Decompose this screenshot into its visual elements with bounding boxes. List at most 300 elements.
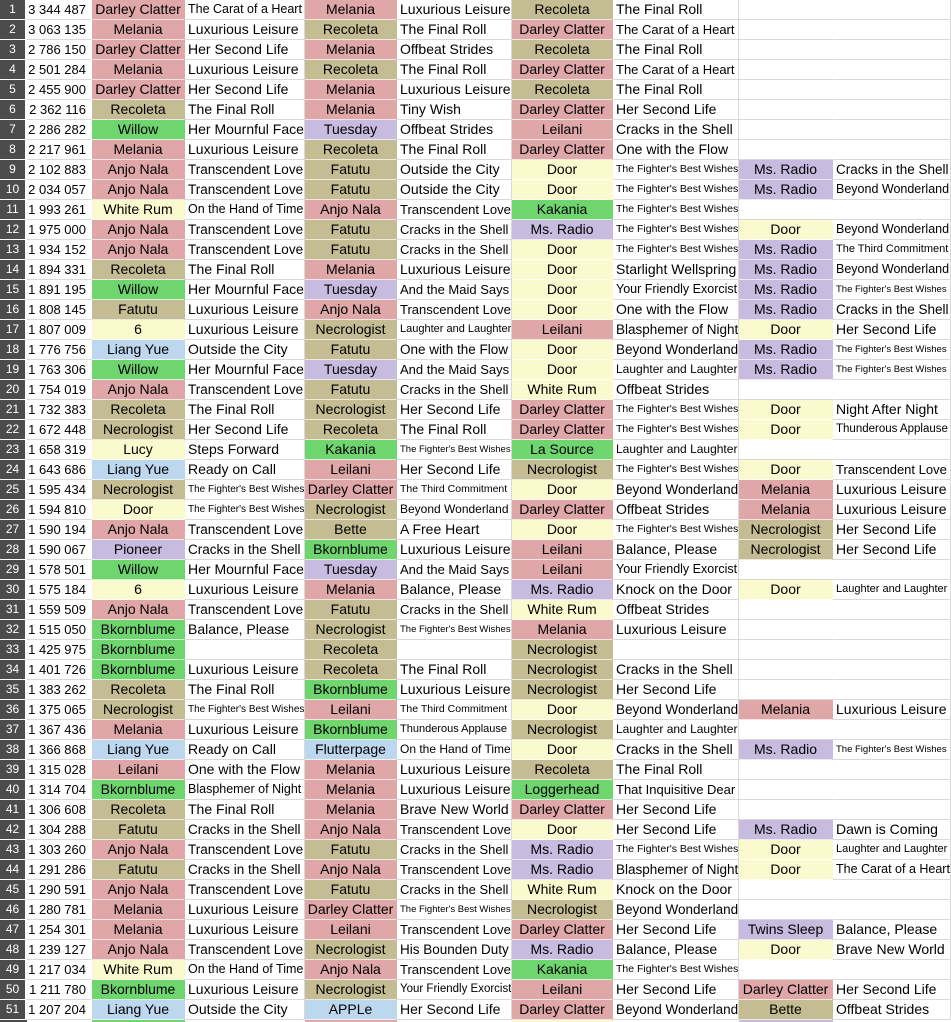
row-header-cell[interactable]: 39 — [0, 760, 27, 780]
artist-cell[interactable]: Necrologist — [305, 620, 397, 640]
artist-cell[interactable]: Anjo Nala — [92, 160, 185, 180]
artist-cell[interactable]: Fatutu — [92, 820, 185, 840]
row-header-cell[interactable]: 36 — [0, 700, 27, 720]
artist-cell[interactable]: Ms. Radio — [512, 860, 613, 880]
value-cell[interactable]: 1 732 383 — [27, 400, 92, 420]
artist-cell[interactable]: APPLe — [305, 1000, 397, 1020]
title-cell[interactable]: Cracks in the Shell — [613, 740, 739, 760]
artist-cell[interactable]: Darley Clatter — [512, 500, 613, 520]
artist-cell[interactable] — [739, 100, 833, 120]
title-cell[interactable]: Laughter and Laughter — [833, 840, 951, 860]
value-cell[interactable]: 2 034 057 — [27, 180, 92, 200]
value-cell[interactable]: 1 763 306 — [27, 360, 92, 380]
value-cell[interactable]: 1 891 195 — [27, 280, 92, 300]
title-cell[interactable]: The Final Roll — [613, 760, 739, 780]
title-cell[interactable]: Beyond Wonderland — [613, 480, 739, 500]
title-cell[interactable]: Cracks in the Shell — [397, 240, 512, 260]
title-cell[interactable]: Transcendent Love — [397, 820, 512, 840]
title-cell[interactable]: Offbeat Strides — [397, 40, 512, 60]
artist-cell[interactable]: Fatutu — [305, 240, 397, 260]
artist-cell[interactable]: Anjo Nala — [92, 520, 185, 540]
artist-cell[interactable]: Recoleta — [305, 640, 397, 660]
title-cell[interactable]: Laughter and Laughter — [613, 360, 739, 380]
artist-cell[interactable]: Willow — [92, 120, 185, 140]
title-cell[interactable] — [833, 60, 951, 80]
row-header-cell[interactable]: 13 — [0, 240, 27, 260]
artist-cell[interactable]: La Source — [512, 440, 613, 460]
artist-cell[interactable]: Bkornblume — [305, 680, 397, 700]
title-cell[interactable]: Your Friendly Exorcist — [613, 280, 739, 300]
title-cell[interactable]: Offbeat Strides — [833, 1000, 951, 1020]
title-cell[interactable]: The Carat of a Heart — [833, 860, 951, 880]
title-cell[interactable]: Her Mournful Face — [185, 280, 305, 300]
title-cell[interactable]: Brave New World — [397, 800, 512, 820]
title-cell[interactable]: Transcendent Love — [833, 460, 951, 480]
artist-cell[interactable]: Leilani — [305, 460, 397, 480]
artist-cell[interactable]: Ms. Radio — [512, 840, 613, 860]
artist-cell[interactable]: Ms. Radio — [739, 820, 833, 840]
artist-cell[interactable]: Anjo Nala — [305, 300, 397, 320]
artist-cell[interactable]: 6 — [92, 320, 185, 340]
artist-cell[interactable]: Darley Clatter — [92, 0, 185, 20]
title-cell[interactable]: The Fighter's Best Wishes — [185, 480, 305, 500]
title-cell[interactable]: Balance, Please — [397, 580, 512, 600]
title-cell[interactable]: The Fighter's Best Wishes — [833, 340, 951, 360]
artist-cell[interactable]: Door — [739, 420, 833, 440]
value-cell[interactable]: 1 207 204 — [27, 1000, 92, 1020]
title-cell[interactable] — [833, 780, 951, 800]
artist-cell[interactable]: Door — [512, 820, 613, 840]
artist-cell[interactable]: Leilani — [512, 540, 613, 560]
title-cell[interactable]: Luxurious Leisure — [397, 680, 512, 700]
value-cell[interactable]: 2 102 883 — [27, 160, 92, 180]
title-cell[interactable] — [833, 800, 951, 820]
artist-cell[interactable]: Melania — [305, 100, 397, 120]
artist-cell[interactable]: Melania — [305, 0, 397, 20]
artist-cell[interactable]: Fatutu — [305, 600, 397, 620]
title-cell[interactable]: Her Second Life — [185, 420, 305, 440]
title-cell[interactable]: Her Second Life — [185, 40, 305, 60]
title-cell[interactable]: One with the Flow — [397, 340, 512, 360]
title-cell[interactable]: Luxurious Leisure — [833, 700, 951, 720]
artist-cell[interactable]: Ms. Radio — [512, 220, 613, 240]
artist-cell[interactable] — [739, 0, 833, 20]
title-cell[interactable]: The Final Roll — [397, 20, 512, 40]
title-cell[interactable]: Her Second Life — [833, 520, 951, 540]
title-cell[interactable]: Her Second Life — [613, 920, 739, 940]
artist-cell[interactable]: Necrologist — [512, 460, 613, 480]
value-cell[interactable]: 1 934 152 — [27, 240, 92, 260]
row-header-cell[interactable]: 1 — [0, 0, 27, 20]
artist-cell[interactable]: Necrologist — [305, 980, 397, 1000]
artist-cell[interactable] — [739, 120, 833, 140]
title-cell[interactable]: Luxurious Leisure — [397, 80, 512, 100]
title-cell[interactable]: Blasphemer of Night — [613, 860, 739, 880]
artist-cell[interactable]: Willow — [92, 360, 185, 380]
title-cell[interactable]: Cracks in the Shell — [397, 600, 512, 620]
title-cell[interactable] — [833, 880, 951, 900]
row-header-cell[interactable]: 20 — [0, 380, 27, 400]
artist-cell[interactable]: Ms. Radio — [739, 360, 833, 380]
value-cell[interactable]: 1 672 448 — [27, 420, 92, 440]
title-cell[interactable]: Transcendent Love — [185, 840, 305, 860]
artist-cell[interactable]: Bkornblume — [92, 780, 185, 800]
artist-cell[interactable]: White Rum — [512, 380, 613, 400]
artist-cell[interactable]: Tuesday — [305, 120, 397, 140]
title-cell[interactable]: Offbeat Strides — [613, 600, 739, 620]
artist-cell[interactable]: Ms. Radio — [512, 580, 613, 600]
artist-cell[interactable]: Recoleta — [305, 20, 397, 40]
artist-cell[interactable]: Melania — [305, 80, 397, 100]
title-cell[interactable]: And the Maid Says — [397, 280, 512, 300]
title-cell[interactable]: The Fighter's Best Wishes — [613, 200, 739, 220]
artist-cell[interactable]: Liang Yue — [92, 460, 185, 480]
artist-cell[interactable]: Necrologist — [305, 400, 397, 420]
artist-cell[interactable]: Fatutu — [305, 160, 397, 180]
artist-cell[interactable]: Darley Clatter — [92, 80, 185, 100]
artist-cell[interactable]: Ms. Radio — [512, 940, 613, 960]
row-header-cell[interactable]: 27 — [0, 520, 27, 540]
artist-cell[interactable]: Door — [512, 700, 613, 720]
artist-cell[interactable]: Tuesday — [305, 560, 397, 580]
artist-cell[interactable]: Necrologist — [512, 640, 613, 660]
value-cell[interactable]: 2 455 900 — [27, 80, 92, 100]
artist-cell[interactable]: Melania — [92, 60, 185, 80]
artist-cell[interactable]: Bette — [739, 1000, 833, 1020]
title-cell[interactable] — [833, 640, 951, 660]
artist-cell[interactable]: Liang Yue — [92, 1000, 185, 1020]
artist-cell[interactable]: Door — [739, 940, 833, 960]
title-cell[interactable] — [833, 80, 951, 100]
artist-cell[interactable]: Melania — [305, 760, 397, 780]
artist-cell[interactable]: Leilani — [512, 320, 613, 340]
artist-cell[interactable]: Melania — [305, 580, 397, 600]
artist-cell[interactable]: Necrologist — [512, 660, 613, 680]
row-header-cell[interactable]: 47 — [0, 920, 27, 940]
artist-cell[interactable]: Door — [512, 480, 613, 500]
artist-cell[interactable]: Darley Clatter — [512, 1000, 613, 1020]
title-cell[interactable]: Luxurious Leisure — [185, 320, 305, 340]
artist-cell[interactable] — [739, 680, 833, 700]
artist-cell[interactable]: Recoleta — [512, 760, 613, 780]
artist-cell[interactable]: Door — [512, 340, 613, 360]
artist-cell[interactable]: Necrologist — [305, 320, 397, 340]
artist-cell[interactable] — [739, 780, 833, 800]
value-cell[interactable]: 1 314 704 — [27, 780, 92, 800]
title-cell[interactable]: Luxurious Leisure — [185, 920, 305, 940]
title-cell[interactable]: And the Maid Says — [397, 360, 512, 380]
title-cell[interactable]: Cracks in the Shell — [397, 380, 512, 400]
title-cell[interactable]: Luxurious Leisure — [185, 660, 305, 680]
artist-cell[interactable]: Liang Yue — [92, 340, 185, 360]
title-cell[interactable]: The Fighter's Best Wishes — [185, 500, 305, 520]
title-cell[interactable]: Luxurious Leisure — [397, 540, 512, 560]
title-cell[interactable]: Steps Forward — [185, 440, 305, 460]
row-header-cell[interactable]: 19 — [0, 360, 27, 380]
artist-cell[interactable]: Kakania — [305, 440, 397, 460]
value-cell[interactable]: 1 575 184 — [27, 580, 92, 600]
row-header-cell[interactable]: 28 — [0, 540, 27, 560]
artist-cell[interactable]: Leilani — [512, 560, 613, 580]
row-header-cell[interactable]: 17 — [0, 320, 27, 340]
artist-cell[interactable]: Anjo Nala — [92, 240, 185, 260]
artist-cell[interactable]: Fatutu — [305, 840, 397, 860]
title-cell[interactable]: Ready on Call — [185, 740, 305, 760]
title-cell[interactable]: Beyond Wonderland — [613, 1000, 739, 1020]
title-cell[interactable]: Luxurious Leisure — [397, 780, 512, 800]
artist-cell[interactable]: Anjo Nala — [92, 600, 185, 620]
row-header-cell[interactable]: 33 — [0, 640, 27, 660]
title-cell[interactable]: The Fighter's Best Wishes — [613, 840, 739, 860]
artist-cell[interactable]: Ms. Radio — [739, 180, 833, 200]
artist-cell[interactable] — [739, 440, 833, 460]
row-header-cell[interactable]: 51 — [0, 1000, 27, 1020]
artist-cell[interactable]: Recoleta — [92, 800, 185, 820]
title-cell[interactable]: Her Second Life — [833, 320, 951, 340]
title-cell[interactable]: Her Second Life — [397, 460, 512, 480]
value-cell[interactable]: 1 776 756 — [27, 340, 92, 360]
value-cell[interactable]: 1 254 301 — [27, 920, 92, 940]
title-cell[interactable]: Her Mournful Face — [185, 560, 305, 580]
title-cell[interactable]: That Inquisitive Dear — [613, 780, 739, 800]
title-cell[interactable] — [833, 380, 951, 400]
artist-cell[interactable]: Ms. Radio — [739, 160, 833, 180]
value-cell[interactable]: 1 594 810 — [27, 500, 92, 520]
artist-cell[interactable]: Darley Clatter — [512, 60, 613, 80]
artist-cell[interactable]: White Rum — [92, 960, 185, 980]
title-cell[interactable] — [833, 200, 951, 220]
title-cell[interactable]: Beyond Wonderland — [613, 340, 739, 360]
title-cell[interactable]: Laughter and Laughter — [613, 720, 739, 740]
artist-cell[interactable]: Ms. Radio — [739, 240, 833, 260]
row-header-cell[interactable]: 12 — [0, 220, 27, 240]
title-cell[interactable]: The Fighter's Best Wishes — [613, 220, 739, 240]
artist-cell[interactable]: Anjo Nala — [92, 180, 185, 200]
artist-cell[interactable]: Leilani — [512, 980, 613, 1000]
row-header-cell[interactable]: 42 — [0, 820, 27, 840]
title-cell[interactable]: Starlight Wellspring — [613, 260, 739, 280]
title-cell[interactable]: Beyond Wonderland — [833, 180, 951, 200]
title-cell[interactable]: The Fighter's Best Wishes — [833, 360, 951, 380]
title-cell[interactable] — [833, 120, 951, 140]
title-cell[interactable]: On the Hand of Time — [397, 740, 512, 760]
value-cell[interactable]: 1 315 028 — [27, 760, 92, 780]
row-header-cell[interactable]: 14 — [0, 260, 27, 280]
title-cell[interactable] — [833, 680, 951, 700]
title-cell[interactable]: Balance, Please — [613, 940, 739, 960]
title-cell[interactable] — [833, 960, 951, 980]
artist-cell[interactable]: Recoleta — [92, 400, 185, 420]
row-header-cell[interactable]: 37 — [0, 720, 27, 740]
title-cell[interactable]: Luxurious Leisure — [185, 140, 305, 160]
artist-cell[interactable]: 6 — [92, 580, 185, 600]
artist-cell[interactable]: Necrologist — [92, 480, 185, 500]
title-cell[interactable]: Thunderous Applause — [833, 420, 951, 440]
artist-cell[interactable]: Door — [512, 740, 613, 760]
artist-cell[interactable] — [739, 600, 833, 620]
artist-cell[interactable]: Ms. Radio — [739, 740, 833, 760]
title-cell[interactable] — [833, 560, 951, 580]
value-cell[interactable]: 1 280 781 — [27, 900, 92, 920]
artist-cell[interactable]: Door — [512, 240, 613, 260]
artist-cell[interactable] — [739, 960, 833, 980]
title-cell[interactable]: Transcendent Love — [185, 940, 305, 960]
artist-cell[interactable] — [739, 660, 833, 680]
value-cell[interactable]: 1 894 331 — [27, 260, 92, 280]
title-cell[interactable]: Cracks in the Shell — [397, 880, 512, 900]
title-cell[interactable]: Her Mournful Face — [185, 120, 305, 140]
artist-cell[interactable]: Anjo Nala — [92, 220, 185, 240]
row-header-cell[interactable]: 49 — [0, 960, 27, 980]
value-cell[interactable]: 1 366 868 — [27, 740, 92, 760]
title-cell[interactable]: Dawn is Coming — [833, 820, 951, 840]
title-cell[interactable]: Luxurious Leisure — [185, 900, 305, 920]
artist-cell[interactable]: Necrologist — [305, 940, 397, 960]
title-cell[interactable]: Luxurious Leisure — [185, 980, 305, 1000]
title-cell[interactable]: Transcendent Love — [185, 380, 305, 400]
artist-cell[interactable]: Melania — [512, 620, 613, 640]
title-cell[interactable]: Luxurious Leisure — [185, 720, 305, 740]
row-header-cell[interactable]: 6 — [0, 100, 27, 120]
artist-cell[interactable]: Leilani — [305, 920, 397, 940]
title-cell[interactable]: Offbeat Strides — [613, 380, 739, 400]
title-cell[interactable]: Transcendent Love — [185, 180, 305, 200]
value-cell[interactable]: 1 425 975 — [27, 640, 92, 660]
title-cell[interactable]: The Fighter's Best Wishes — [613, 420, 739, 440]
value-cell[interactable]: 1 807 009 — [27, 320, 92, 340]
title-cell[interactable]: The Fighter's Best Wishes — [397, 620, 512, 640]
artist-cell[interactable] — [739, 80, 833, 100]
artist-cell[interactable]: Darley Clatter — [512, 100, 613, 120]
artist-cell[interactable]: Leilani — [512, 120, 613, 140]
artist-cell[interactable]: Recoleta — [305, 660, 397, 680]
title-cell[interactable]: Ready on Call — [185, 460, 305, 480]
artist-cell[interactable]: Door — [512, 160, 613, 180]
title-cell[interactable]: Night After Night — [833, 400, 951, 420]
title-cell[interactable]: Knock on the Door — [613, 880, 739, 900]
artist-cell[interactable]: Bette — [305, 520, 397, 540]
value-cell[interactable]: 2 786 150 — [27, 40, 92, 60]
artist-cell[interactable]: Darley Clatter — [739, 980, 833, 1000]
row-header-cell[interactable]: 23 — [0, 440, 27, 460]
artist-cell[interactable]: Melania — [305, 40, 397, 60]
artist-cell[interactable]: Ms. Radio — [739, 280, 833, 300]
title-cell[interactable]: The Final Roll — [397, 140, 512, 160]
title-cell[interactable]: The Final Roll — [185, 680, 305, 700]
title-cell[interactable] — [833, 600, 951, 620]
title-cell[interactable]: Cracks in the Shell — [185, 820, 305, 840]
value-cell[interactable]: 3 344 487 — [27, 0, 92, 20]
artist-cell[interactable]: Necrologist — [92, 700, 185, 720]
artist-cell[interactable] — [739, 900, 833, 920]
artist-cell[interactable]: Kakania — [512, 960, 613, 980]
artist-cell[interactable]: Tuesday — [305, 360, 397, 380]
artist-cell[interactable]: Necrologist — [512, 720, 613, 740]
title-cell[interactable]: Her Mournful Face — [185, 360, 305, 380]
value-cell[interactable]: 1 595 434 — [27, 480, 92, 500]
title-cell[interactable]: Beyond Wonderland — [613, 700, 739, 720]
title-cell[interactable] — [833, 440, 951, 460]
artist-cell[interactable]: Melania — [739, 700, 833, 720]
row-header-cell[interactable]: 41 — [0, 800, 27, 820]
title-cell[interactable] — [833, 900, 951, 920]
artist-cell[interactable]: Melania — [92, 140, 185, 160]
title-cell[interactable]: The Final Roll — [397, 660, 512, 680]
title-cell[interactable]: The Fighter's Best Wishes — [613, 520, 739, 540]
artist-cell[interactable]: Anjo Nala — [92, 380, 185, 400]
title-cell[interactable]: Luxurious Leisure — [833, 480, 951, 500]
title-cell[interactable]: Her Second Life — [397, 1000, 512, 1020]
artist-cell[interactable]: Anjo Nala — [92, 880, 185, 900]
artist-cell[interactable] — [739, 620, 833, 640]
title-cell[interactable]: Brave New World — [833, 940, 951, 960]
artist-cell[interactable]: Door — [92, 500, 185, 520]
row-header-cell[interactable]: 26 — [0, 500, 27, 520]
artist-cell[interactable]: Darley Clatter — [512, 920, 613, 940]
artist-cell[interactable]: Necrologist — [512, 900, 613, 920]
title-cell[interactable]: Transcendent Love — [397, 200, 512, 220]
title-cell[interactable]: Transcendent Love — [185, 220, 305, 240]
artist-cell[interactable]: Necrologist — [305, 500, 397, 520]
artist-cell[interactable] — [739, 380, 833, 400]
title-cell[interactable]: His Bounden Duty — [397, 940, 512, 960]
artist-cell[interactable]: Door — [512, 280, 613, 300]
artist-cell[interactable]: Darley Clatter — [512, 400, 613, 420]
value-cell[interactable]: 1 367 436 — [27, 720, 92, 740]
title-cell[interactable]: Transcendent Love — [185, 880, 305, 900]
title-cell[interactable]: Transcendent Love — [397, 300, 512, 320]
artist-cell[interactable]: Melania — [739, 500, 833, 520]
row-header-cell[interactable]: 10 — [0, 180, 27, 200]
title-cell[interactable]: The Final Roll — [613, 40, 739, 60]
title-cell[interactable] — [833, 720, 951, 740]
row-header-cell[interactable]: 4 — [0, 60, 27, 80]
row-header-cell[interactable]: 16 — [0, 300, 27, 320]
title-cell[interactable]: The Final Roll — [613, 80, 739, 100]
artist-cell[interactable]: Fatutu — [305, 340, 397, 360]
artist-cell[interactable]: Bkornblume — [305, 540, 397, 560]
title-cell[interactable]: Cracks in the Shell — [833, 160, 951, 180]
artist-cell[interactable]: Tuesday — [305, 280, 397, 300]
row-header-cell[interactable]: 43 — [0, 840, 27, 860]
title-cell[interactable]: The Fighter's Best Wishes — [613, 180, 739, 200]
row-header-cell[interactable]: 32 — [0, 620, 27, 640]
artist-cell[interactable]: Twins Sleep — [739, 920, 833, 940]
title-cell[interactable]: Her Second Life — [397, 400, 512, 420]
row-header-cell[interactable]: 15 — [0, 280, 27, 300]
artist-cell[interactable]: Bkornblume — [92, 620, 185, 640]
title-cell[interactable]: On the Hand of Time — [185, 960, 305, 980]
title-cell[interactable]: Cracks in the Shell — [397, 840, 512, 860]
title-cell[interactable] — [833, 0, 951, 20]
artist-cell[interactable]: Door — [739, 320, 833, 340]
artist-cell[interactable]: Recoleta — [305, 140, 397, 160]
title-cell[interactable] — [185, 640, 305, 660]
title-cell[interactable]: The Final Roll — [185, 400, 305, 420]
title-cell[interactable]: One with the Flow — [185, 760, 305, 780]
artist-cell[interactable]: Bkornblume — [305, 720, 397, 740]
artist-cell[interactable]: Melania — [92, 900, 185, 920]
title-cell[interactable]: Cracks in the Shell — [397, 220, 512, 240]
artist-cell[interactable]: Anjo Nala — [305, 960, 397, 980]
title-cell[interactable] — [833, 660, 951, 680]
artist-cell[interactable]: Door — [739, 580, 833, 600]
row-header-cell[interactable]: 2 — [0, 20, 27, 40]
artist-cell[interactable]: Melania — [305, 780, 397, 800]
artist-cell[interactable]: Ms. Radio — [739, 260, 833, 280]
row-header-cell[interactable]: 30 — [0, 580, 27, 600]
artist-cell[interactable]: Darley Clatter — [512, 140, 613, 160]
